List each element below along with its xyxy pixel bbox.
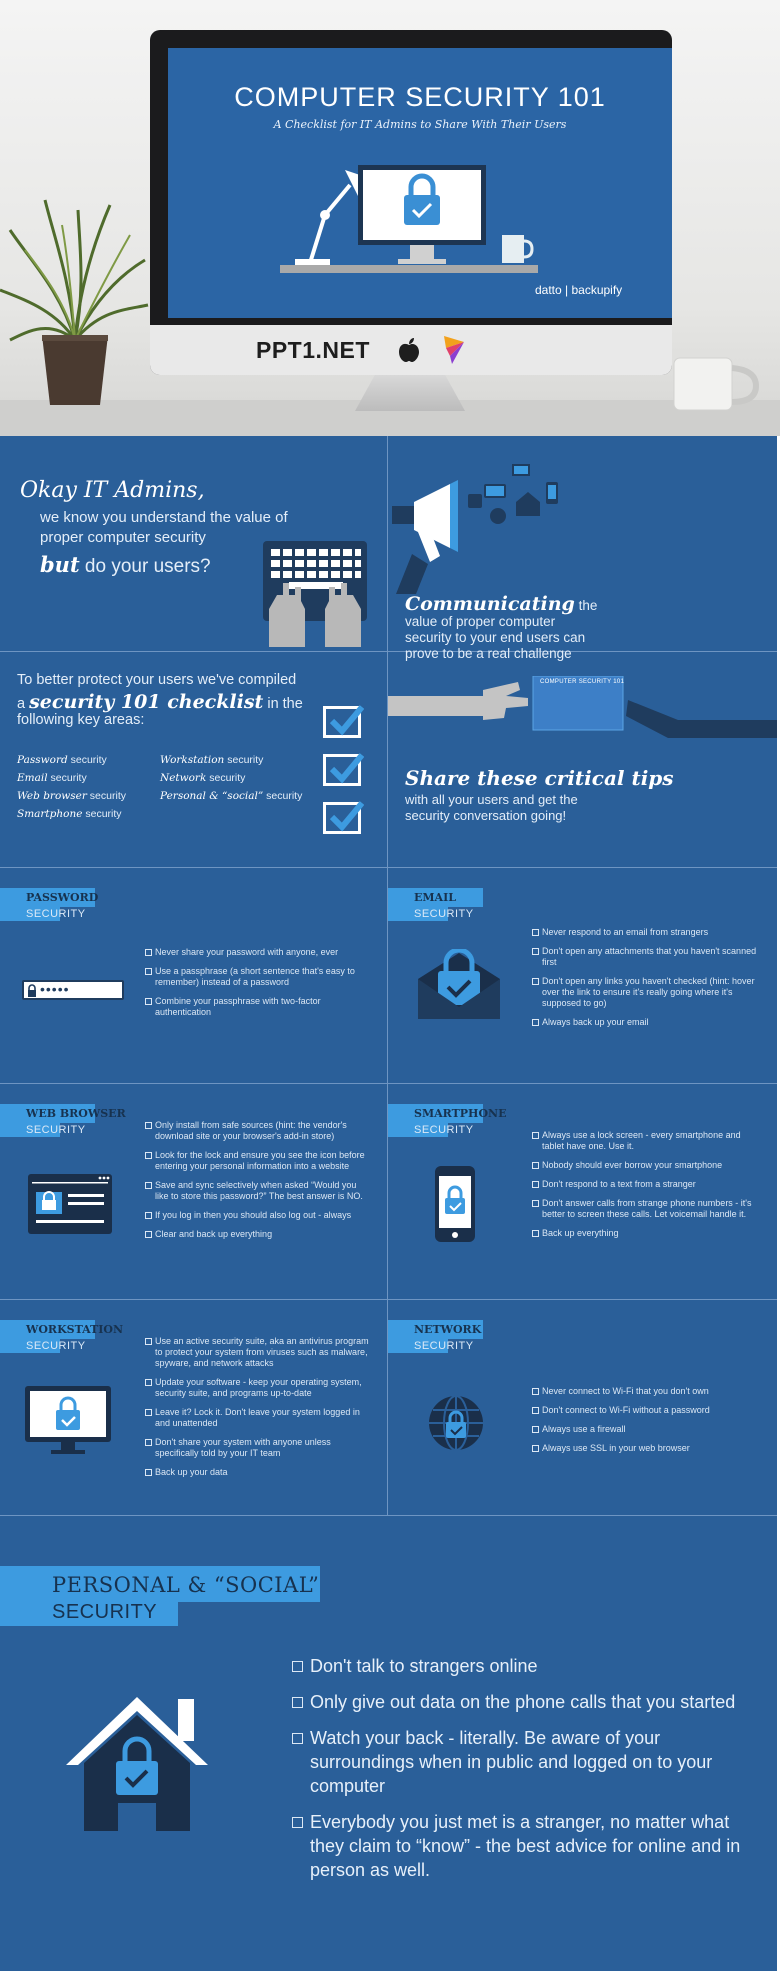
- checklist-line-2: [17, 691, 303, 713]
- tip-item: If you log in then you should also log out - always: [145, 1210, 370, 1221]
- personal-tips: [292, 1654, 762, 1894]
- personal-subtitle: SECURITY: [52, 1601, 158, 1623]
- communicating-rest: the value of proper computer security to your end users can prove to be a real challenge: [405, 598, 598, 661]
- checklist-in-the: in the: [263, 696, 303, 712]
- intro-heading: Okay IT Admins,: [20, 478, 205, 503]
- tip-item: Back up your data: [145, 1467, 370, 1478]
- smartphone-subtitle: SECURITY: [414, 1124, 474, 1136]
- row-divider: [0, 1299, 777, 1300]
- web-browser-subtitle: SECURITY: [26, 1124, 86, 1136]
- intro-line-1: we know you understand the value of: [40, 509, 288, 526]
- checklist-intro: To better protect your users we've compiled: [17, 672, 297, 688]
- network-badge: [388, 1320, 483, 1354]
- tip-item: Use an active security suite, aka an antivirus program to protect your system from viruses such as malware, spyware, and network attacks: [145, 1336, 370, 1369]
- area-item: [17, 787, 126, 805]
- handoff-illustration: [388, 676, 777, 746]
- intro-tail: do your users?: [79, 556, 211, 577]
- area-key: Personal & “social”: [160, 790, 264, 802]
- web-browser-badge: [0, 1104, 126, 1138]
- area-rest: security: [47, 772, 87, 784]
- area-key: Web browser: [17, 790, 87, 802]
- smartphone-tips: [532, 1130, 757, 1247]
- keyboard-hands-icon: [255, 539, 375, 647]
- tip-item: Don't connect to Wi-Fi without a password: [532, 1405, 757, 1416]
- tip-item: Always use SSL in your web browser: [532, 1443, 757, 1454]
- password-subtitle: SECURITY: [26, 908, 86, 920]
- hero-title: COMPUTER SECURITY 101: [234, 82, 606, 112]
- tip-item: Nobody should ever borrow your smartphone: [532, 1160, 757, 1171]
- communicating-text: [405, 593, 605, 662]
- share-heading: Share these critical tips: [405, 766, 674, 790]
- web-browser-title: WEB BROWSER: [26, 1107, 126, 1120]
- mini-slide-title: COMPUTER SECURITY 101: [540, 679, 625, 685]
- email-badge: [388, 888, 483, 922]
- checkbox-checked-icon: [323, 706, 361, 738]
- hero-photo: [0, 0, 780, 436]
- row-divider: [0, 1083, 777, 1084]
- row-divider: [0, 651, 777, 652]
- row-divider: [0, 867, 777, 868]
- intro-but: but: [40, 552, 80, 577]
- globe-lock-icon: [427, 1394, 485, 1452]
- personal-badge: [0, 1566, 320, 1626]
- area-key: Network: [160, 772, 207, 784]
- area-item: [17, 805, 126, 823]
- apple-icon: [398, 337, 420, 363]
- smartphone-badge: [388, 1104, 507, 1138]
- checklist-a: a: [17, 696, 30, 712]
- tip-item: Don't open any attachments that you haven't scanned first: [532, 946, 757, 968]
- area-key: Smartphone: [17, 808, 83, 820]
- intro-question: [40, 552, 211, 578]
- infographic: [0, 436, 777, 1971]
- password-title: PASSWORD: [26, 891, 99, 904]
- brand-logo: datto | backupify: [535, 283, 623, 297]
- areas-column-2: [160, 751, 302, 805]
- area-rest: security: [86, 790, 126, 802]
- area-rest: security: [82, 808, 122, 820]
- hero-subtitle: A Checklist for IT Admins to Share With Their Users: [273, 118, 567, 131]
- network-subtitle: SECURITY: [414, 1340, 474, 1352]
- checklist-line-3: following key areas:: [17, 712, 145, 728]
- network-tips: [532, 1386, 757, 1462]
- area-key: Workstation: [160, 754, 225, 766]
- area-rest: security: [263, 790, 303, 802]
- area-item: [160, 769, 302, 787]
- play-logo-icon: [440, 334, 468, 366]
- tip-item: Watch your back - literally. Be aware of your surroundings when in public and logged on to your computer: [292, 1726, 762, 1798]
- workstation-lock-icon: [25, 1386, 111, 1456]
- workstation-tips: [145, 1336, 370, 1486]
- tip-item: Always use a lock screen - every smartphone and tablet have one. Use it.: [532, 1130, 757, 1152]
- smartphone-title: SMARTPHONE: [414, 1107, 507, 1120]
- area-item: [17, 769, 126, 787]
- tip-item: Don't share your system with anyone unless specifically told by your IT team: [145, 1437, 370, 1459]
- checkbox-checked-icon: [323, 802, 361, 834]
- tip-item: Don't talk to strangers online: [292, 1654, 762, 1678]
- tip-item: Only give out data on the phone calls that you started: [292, 1690, 762, 1714]
- tip-item: Always back up your email: [532, 1017, 757, 1028]
- workstation-title: WORKSTATION: [26, 1323, 124, 1336]
- email-title: EMAIL: [414, 891, 456, 904]
- area-item: [160, 787, 302, 805]
- envelope-lock-icon: [418, 949, 500, 1019]
- workstation-subtitle: SECURITY: [26, 1340, 86, 1352]
- web-browser-tips: [145, 1120, 370, 1248]
- tip-item: Back up everything: [532, 1228, 757, 1239]
- communicating-lead: Communicating: [405, 593, 575, 615]
- workstation-badge: [0, 1320, 124, 1354]
- tip-item: Update your software - keep your operating system, security suite, and programs up-to-date: [145, 1377, 370, 1399]
- tip-item: Save and sync selectively when asked “Would you like to store this password?” The best answer is NO.: [145, 1180, 370, 1202]
- tip-item: Everybody you just met is a stranger, no matter what they claim to “know” - the best advice for online and in person as well.: [292, 1810, 762, 1882]
- email-subtitle: SECURITY: [414, 908, 474, 920]
- desk-scene-illustration: [270, 155, 550, 275]
- area-rest: security: [224, 754, 264, 766]
- tip-item: Don't respond to a text from a stranger: [532, 1179, 757, 1190]
- tip-item: Use a passphrase (a short sentence that's easy to remember) instead of a password: [145, 966, 370, 988]
- watermark: PPT1.NET: [256, 337, 370, 363]
- tip-item: Always use a firewall: [532, 1424, 757, 1435]
- password-badge: [0, 888, 99, 922]
- area-key: Email: [17, 772, 48, 784]
- house-lock-icon: [62, 1691, 212, 1831]
- network-title: NETWORK: [414, 1323, 482, 1336]
- area-item: [160, 751, 302, 769]
- share-text: with all your users and get the security conversation going!: [405, 792, 578, 823]
- smartphone-lock-icon: [435, 1166, 475, 1242]
- tip-item: Never share your password with anyone, ever: [145, 947, 370, 958]
- tip-item: Never respond to an email from strangers: [532, 927, 757, 938]
- intro-line-2: proper computer security: [40, 529, 206, 546]
- megaphone-illustration: [388, 444, 588, 594]
- area-key: Password: [17, 754, 68, 766]
- personal-title: PERSONAL & “SOCIAL”: [52, 1573, 320, 1597]
- browser-window-icon: [28, 1174, 112, 1234]
- tip-item: Combine your passphrase with two-factor authentication: [145, 996, 370, 1018]
- tip-item: Don't open any links you haven't checked (hint: hover over the link to ensure it's really going where it's supposed to go): [532, 976, 757, 1009]
- tip-item: Look for the lock and ensure you see the icon before entering your personal information into a website: [145, 1150, 370, 1172]
- checklist-emphasis: security 101 checklist: [29, 691, 264, 713]
- password-tips: [145, 947, 370, 1026]
- password-mask: •••••: [40, 981, 70, 997]
- mug-icon: [672, 352, 762, 412]
- area-rest: security: [206, 772, 246, 784]
- area-rest: security: [67, 754, 107, 766]
- tip-item: Leave it? Lock it. Don't leave your system logged in and unattended: [145, 1407, 370, 1429]
- areas-column-1: [17, 751, 126, 823]
- tip-item: Only install from safe sources (hint: the vendor's download site or your browser's add-in store): [145, 1120, 370, 1142]
- checkbox-checked-icon: [323, 754, 361, 786]
- tip-item: Clear and back up everything: [145, 1229, 370, 1240]
- tip-item: Don't answer calls from strange phone numbers - it's better to screen these calls. Let voicemail handle it.: [532, 1198, 757, 1220]
- area-item: [17, 751, 126, 769]
- email-tips: [532, 927, 757, 1036]
- tip-item: Never connect to Wi-Fi that you don't own: [532, 1386, 757, 1397]
- plant-icon: [0, 190, 150, 410]
- monitor-stand: [355, 375, 465, 411]
- row-divider: [0, 1515, 777, 1516]
- password-field-icon: [22, 980, 124, 1000]
